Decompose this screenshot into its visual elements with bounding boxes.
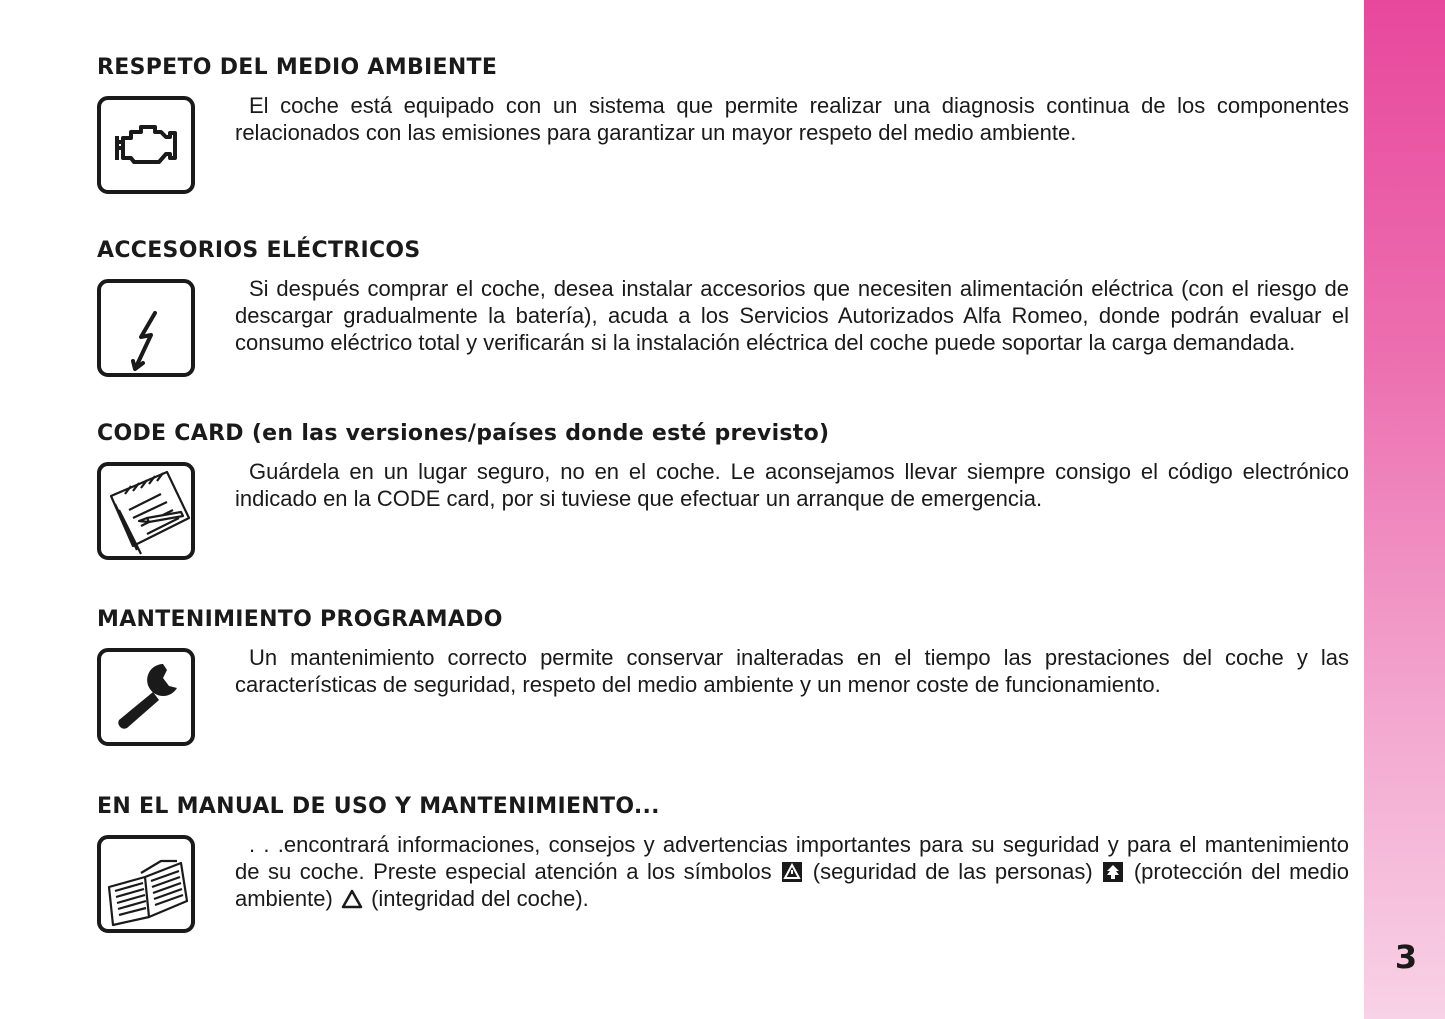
section-heading: MANTENIMIENTO PROGRAMADO [97, 607, 503, 632]
section-code-card [97, 420, 1349, 511]
section-heading: EN EL MANUAL DE USO Y MANTENIMIENTO... [97, 794, 660, 819]
section-text: Si después comprar el coche, desea instalar accesorios que necesiten alimentación eléctrica (con el riesgo de descargar gradualmente la batería), acuda a los Servicios Autorizados Alfa Romeo, donde podrán evaluar el consumo eléctrico total y verificarán si la instalación eléctrica del coche puede soportar la carga demandada. [235, 276, 1349, 355]
notepad-pencil-icon [97, 462, 195, 560]
wrench-icon [97, 648, 195, 746]
section-environment [97, 54, 1349, 145]
section-heading: CODE CARD (en las versiones/países donde esté previsto) [97, 421, 830, 446]
triangle-icon [341, 889, 363, 909]
section-text: . . .encontrará informaciones, consejos y advertencias importantes para su seguridad y para el mantenimiento de su coche. Preste especial atención a los símbolos (seguridad de las personas) (protección del medio ambiente) (integridad del coche). [235, 832, 1350, 911]
section-heading: RESPETO DEL MEDIO AMBIENTE [97, 55, 498, 80]
warning-triangle-icon [782, 862, 802, 882]
section-maintenance [97, 606, 1349, 697]
lightning-bolt-icon [97, 279, 195, 377]
side-color-band [1364, 0, 1445, 1019]
page-number: 3 [1394, 938, 1418, 976]
section-text: Un mantenimiento correcto permite conservar inalteradas en el tiempo las prestaciones del coche y las características de seguridad, respeto del medio ambiente y un menor coste de funcionamiento. [235, 645, 1349, 697]
open-book-icon [97, 835, 195, 933]
section-electrical [97, 237, 1349, 355]
environment-icon [1103, 862, 1123, 882]
section-manual [97, 793, 1350, 911]
section-text: El coche está equipado con un sistema que permite realizar una diagnosis continua de los componentes relacionados con las emisiones para garantizar un mayor respeto del medio ambiente. [235, 93, 1349, 145]
section-text: Guárdela en un lugar seguro, no en el coche. Le aconsejamos llevar siempre consigo el código electrónico indicado en la CODE card, por si tuviese que efectuar un arranque de emergencia. [235, 459, 1349, 511]
engine-check-icon [97, 96, 195, 194]
section-heading: ACCESORIOS ELÉCTRICOS [97, 238, 421, 263]
